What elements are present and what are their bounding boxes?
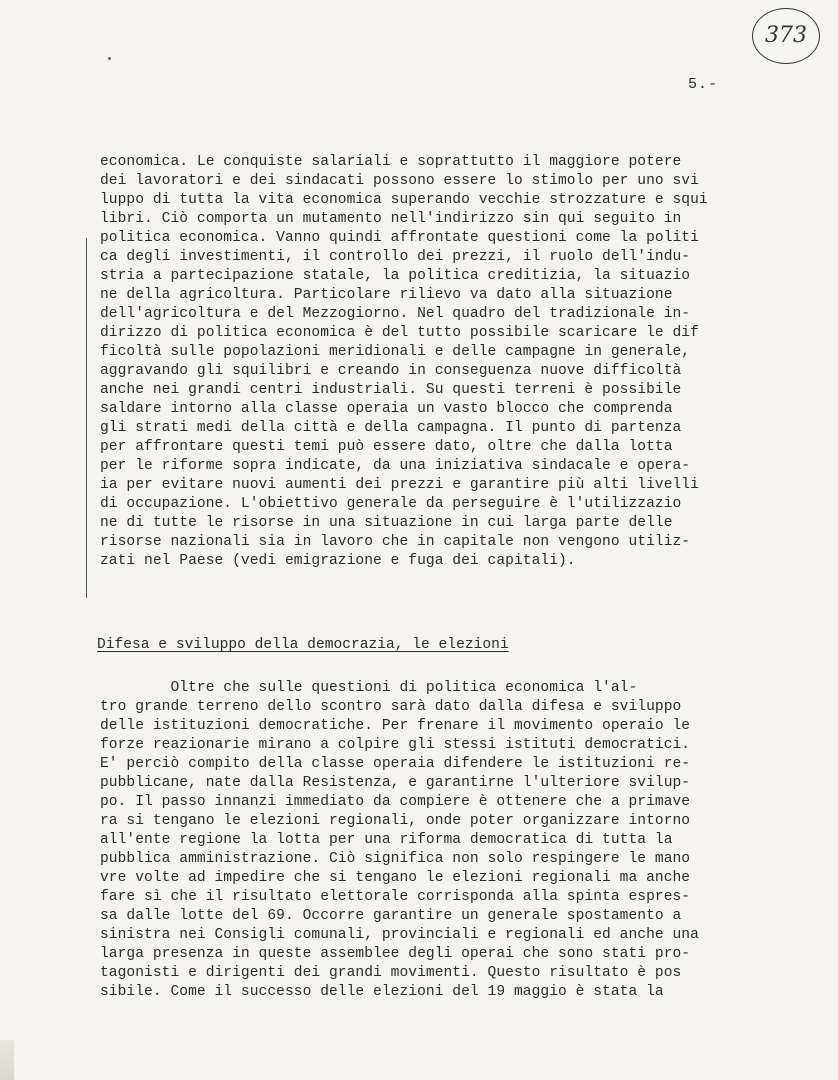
text-line: per le riforme sopra indicate, da una iniziativa sindacale e opera- xyxy=(100,458,691,474)
text-line: larga presenza in queste assemblee degli operai che sono stati pro- xyxy=(100,946,691,962)
text-line: ca degli investimenti, il controllo dei prezzi, il ruolo dell'indu- xyxy=(100,249,691,265)
text-line: politica economica. Vanno quindi affrontate questioni come la politi xyxy=(100,230,699,246)
section-economic-paragraph xyxy=(100,153,790,571)
text-line: luppo di tutta la vita economica superando vecchie strozzature e squi xyxy=(100,192,708,208)
text-line: anche nei grandi centri industriali. Su questi terreni è possibile xyxy=(100,382,682,398)
ink-speck xyxy=(108,57,111,60)
text-line: ficoltà sulle popolazioni meridionali e delle campagne in generale, xyxy=(100,344,691,360)
page-stamp: 373 xyxy=(752,8,820,64)
text-line: sinistra nei Consigli comunali, provinciali e regionali ed anche una xyxy=(100,927,699,943)
text-line: per affrontare questi temi può essere dato, oltre che dalla lotta xyxy=(100,439,673,455)
text-line: pubblicane, nate dalla Resistenza, e garantirne l'ulteriore svilup- xyxy=(100,775,691,791)
text-line: po. Il passo innanzi immediato da compiere è ottenere che a primave xyxy=(100,794,691,810)
text-line: gli strati medi della città e della campagna. Il punto di partenza xyxy=(100,420,682,436)
text-line: tro grande terreno dello scontro sarà dato dalla difesa e sviluppo xyxy=(100,699,682,715)
margin-line-mark xyxy=(86,238,93,598)
text-line: risorse nazionali sia in lavoro che in capitale non vengono utiliz- xyxy=(100,534,691,550)
text-line: dell'agricoltura e del Mezzogiorno. Nel quadro del tradizionale in- xyxy=(100,306,691,322)
page-number: 5.- xyxy=(688,76,719,93)
text-line: tagonisti e dirigenti dei grandi movimenti. Questo risultato è pos xyxy=(100,965,682,981)
text-line: vre volte ad impedire che si tengano le elezioni regionali ma anche xyxy=(100,870,691,886)
text-line: dei lavoratori e dei sindacati possono essere lo stimolo per uno svi xyxy=(100,173,699,189)
text-line: fare sì che il risultato elettorale corrisponda alla spinta espres- xyxy=(100,889,691,905)
text-line: libri. Ciò comporta un mutamento nell'indirizzo sin qui seguito in xyxy=(100,211,682,227)
text-line: di occupazione. L'obiettivo generale da perseguire è l'utilizzazio xyxy=(100,496,682,512)
text-line: stria a partecipazione statale, la politica creditizia, la situazio xyxy=(100,268,691,284)
text-line: ne della agricoltura. Particolare rilievo va dato alla situazione xyxy=(100,287,673,303)
text-line: economica. Le conquiste salariali e soprattutto il maggiore potere xyxy=(100,154,682,170)
text-line: zati nel Paese (vedi emigrazione e fuga dei capitali). xyxy=(100,553,576,569)
text-line: ia per evitare nuovi aumenti dei prezzi e garantire più alti livelli xyxy=(100,477,699,493)
text-line: pubblica amministrazione. Ciò significa non solo respingere le mano xyxy=(100,851,691,867)
text-line: dirizzo di politica economica è del tutto possibile scaricare le dif xyxy=(100,325,699,341)
section-democracy-paragraph xyxy=(100,679,790,1002)
text-line: all'ente regione la lotta per una riforma democratica di tutta la xyxy=(100,832,673,848)
text-line: delle istituzioni democratiche. Per frenare il movimento operaio le xyxy=(100,718,691,734)
section-heading: Difesa e sviluppo della democrazia, le elezioni xyxy=(97,637,509,653)
text-line: ne di tutte le risorse in una situazione in cui larga parte delle xyxy=(100,515,673,531)
text-line: ra si tengano le elezioni regionali, onde poter organizzare intorno xyxy=(100,813,691,829)
text-line: sibile. Come il successo delle elezioni del 19 maggio è stata la xyxy=(100,984,664,1000)
text-line: aggravando gli squilibri e creando in conseguenza nuove difficoltà xyxy=(100,363,682,379)
text-line: sa dalle lotte del 69. Occorre garantire un generale spostamento a xyxy=(100,908,682,924)
text-line: saldare intorno alla classe operaia un vasto blocco che comprenda xyxy=(100,401,673,417)
text-line: E' perciò compito della classe operaia difendere le istituzioni re- xyxy=(100,756,691,772)
scan-edge xyxy=(0,1040,14,1080)
text-line: Oltre che sulle questioni di politica economica l'al- xyxy=(100,680,638,696)
text-line: forze reazionarie mirano a colpire gli stessi istituti democratici. xyxy=(100,737,691,753)
